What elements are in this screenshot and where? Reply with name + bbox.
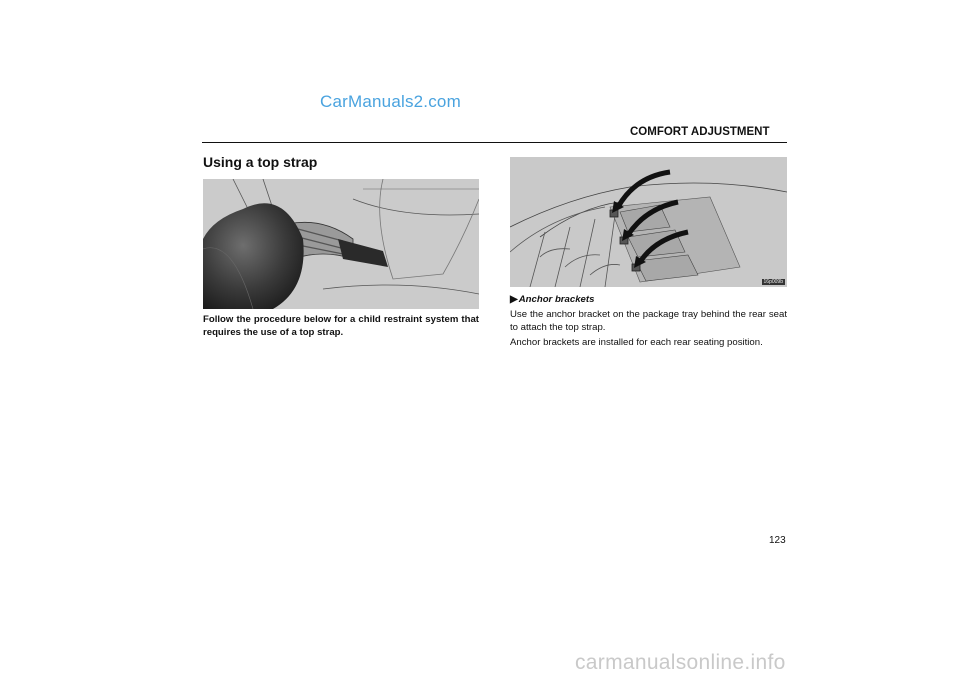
paragraph-anchor-usage: Use the anchor bracket on the package tray behind the rear seat to attach the top strap. — [510, 309, 787, 333]
section-title: COMFORT ADJUSTMENT — [630, 126, 770, 138]
paragraph-anchor-positions: Anchor brackets are installed for each rear seating position. — [510, 337, 763, 348]
anchor-brackets-illustration — [510, 157, 787, 287]
lead-text: Follow the procedure below for a child restraint system that requires the use of a top strap. — [203, 314, 479, 338]
header-rule — [202, 142, 787, 143]
caption-marker-icon: ▶ — [510, 294, 518, 305]
top-strap-figure — [203, 179, 479, 309]
watermark-bottom: carmanualsonline.info — [575, 651, 786, 674]
page-heading: Using a top strap — [203, 154, 318, 170]
anchor-brackets-caption — [510, 294, 594, 305]
top-strap-illustration — [203, 179, 479, 309]
watermark-top: CarManuals2.com — [320, 92, 461, 111]
page-number: 123 — [769, 535, 786, 546]
figure-code-right: 16p009b — [763, 279, 783, 285]
caption-text: Anchor brackets — [518, 294, 595, 305]
anchor-brackets-figure — [510, 157, 787, 287]
